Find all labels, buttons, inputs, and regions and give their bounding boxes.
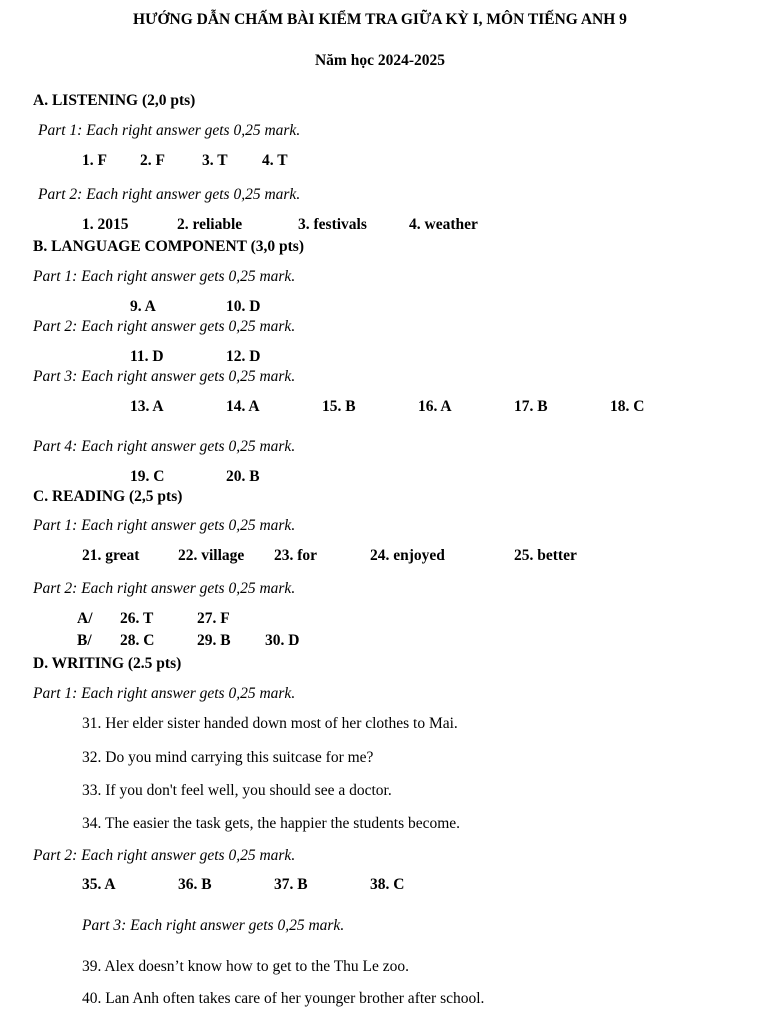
answer-sentence: 39. Alex doesn’t know how to get to the Thu Le zoo. xyxy=(82,958,410,975)
answer-item: 10. D xyxy=(226,298,261,315)
answer-sentence: 32. Do you mind carrying this suitcase for me? xyxy=(82,749,374,766)
answer-item: 1. F xyxy=(82,152,107,169)
answer-item: 29. B xyxy=(197,632,231,649)
section-heading-language: B. LANGUAGE COMPONENT (3,0 pts) xyxy=(33,238,304,255)
answer-item: 30. D xyxy=(265,632,300,649)
answer-item: 20. B xyxy=(226,468,260,485)
answer-group-prefix: A/ xyxy=(77,610,93,627)
answer-item: 25. better xyxy=(514,547,577,564)
part-label: Part 2: Each right answer gets 0,25 mark. xyxy=(33,318,296,335)
answer-item: 14. A xyxy=(226,398,260,415)
answer-item: 16. A xyxy=(418,398,452,415)
answer-item: 12. D xyxy=(226,348,261,365)
answer-item: 21. great xyxy=(82,547,140,564)
answer-item: 36. B xyxy=(178,876,212,893)
answer-item: 26. T xyxy=(120,610,154,627)
answer-item: 4. weather xyxy=(409,216,478,233)
answer-item: 24. enjoyed xyxy=(370,547,445,564)
section-heading-reading: C. READING (2,5 pts) xyxy=(33,488,183,505)
part-label: Part 4: Each right answer gets 0,25 mark. xyxy=(33,438,296,455)
part-label: Part 1: Each right answer gets 0,25 mark. xyxy=(33,685,296,702)
part-label: Part 2: Each right answer gets 0,25 mark. xyxy=(38,186,301,203)
answer-item: 19. C xyxy=(130,468,165,485)
document-title: HƯỚNG DẪN CHẤM BÀI KIỂM TRA GIỮA KỲ I, MÔN TIẾNG ANH 9 xyxy=(133,11,627,28)
answer-item: 13. A xyxy=(130,398,164,415)
section-heading-listening: A. LISTENING (2,0 pts) xyxy=(33,92,196,109)
answer-item: 9. A xyxy=(130,298,156,315)
answer-item: 27. F xyxy=(197,610,230,627)
answer-item: 15. B xyxy=(322,398,356,415)
part-label: Part 2: Each right answer gets 0,25 mark. xyxy=(33,847,296,864)
answer-item: 28. C xyxy=(120,632,155,649)
answer-item: 37. B xyxy=(274,876,308,893)
answer-item: 38. C xyxy=(370,876,405,893)
answer-item: 11. D xyxy=(130,348,164,365)
answer-item: 18. C xyxy=(610,398,645,415)
answer-sentence: 33. If you don't feel well, you should see a doctor. xyxy=(82,782,392,799)
part-label: Part 1: Each right answer gets 0,25 mark. xyxy=(38,122,301,139)
part-label: Part 3: Each right answer gets 0,25 mark. xyxy=(82,917,345,934)
answer-item: 17. B xyxy=(514,398,548,415)
answer-sentence: 34. The easier the task gets, the happier the students become. xyxy=(82,815,461,832)
part-label: Part 1: Each right answer gets 0,25 mark. xyxy=(33,268,296,285)
answer-item: 35. A xyxy=(82,876,116,893)
school-year: Năm học 2024-2025 xyxy=(314,52,446,69)
answer-sentence: 31. Her elder sister handed down most of her clothes to Mai. xyxy=(82,715,458,732)
part-label: Part 1: Each right answer gets 0,25 mark. xyxy=(33,517,296,534)
part-label: Part 2: Each right answer gets 0,25 mark. xyxy=(33,580,296,597)
answer-item: 2. F xyxy=(140,152,165,169)
answer-item: 3. festivals xyxy=(298,216,367,233)
answer-group-prefix: B/ xyxy=(77,632,92,649)
answer-item: 4. T xyxy=(262,152,288,169)
answer-sentence: 40. Lan Anh often takes care of her younger brother after school. xyxy=(82,990,485,1007)
answer-item: 3. T xyxy=(202,152,228,169)
answer-item: 2. reliable xyxy=(177,216,243,233)
answer-item: 22. village xyxy=(178,547,245,564)
part-label: Part 3: Each right answer gets 0,25 mark. xyxy=(33,368,296,385)
section-heading-writing: D. WRITING (2.5 pts) xyxy=(33,655,182,672)
answer-item: 23. for xyxy=(274,547,318,564)
answer-item: 1. 2015 xyxy=(82,216,129,233)
